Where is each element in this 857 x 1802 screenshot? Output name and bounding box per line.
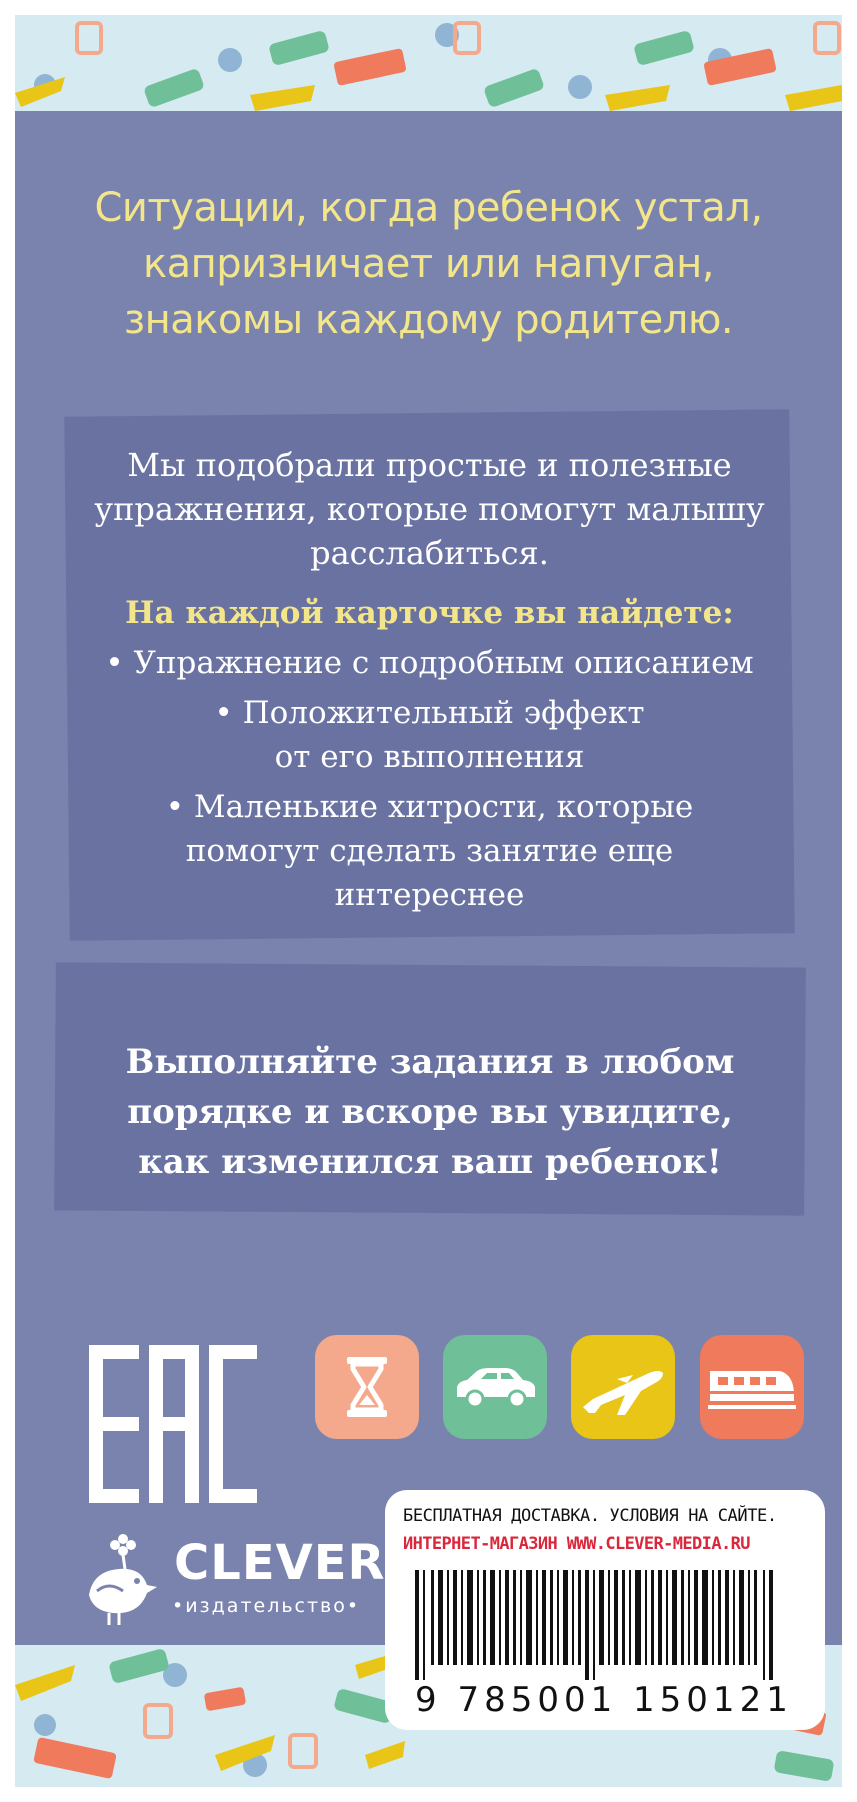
online-shop-notice: ИНТЕРНЕТ-МАГАЗИН WWW.CLEVER-MEDIA.RU [403,1534,750,1554]
intro-paragraph [67,443,792,575]
barcode [415,1570,785,1680]
car-icon-tile [443,1335,547,1439]
list-item-line: • Положительный эффект [214,695,645,731]
list-item [67,641,792,685]
list-item [67,691,792,779]
closing-line: порядке и вскоре вы увидите, [127,1092,733,1132]
headline-line: Ситуации, когда ребенок устал, [94,185,763,231]
train-icon-tile [700,1335,804,1439]
book-back-cover [15,15,842,1787]
closing-line: Выполняйте задания в любом [125,1042,735,1082]
delivery-notice: БЕСПЛАТНАЯ ДОСТАВКА. УСЛОВИЯ НА САЙТЕ. [403,1506,777,1526]
airplane-icon-tile [571,1335,675,1439]
publisher-subtitle: •издательство• [172,1595,361,1617]
headline-line: капризничает или напуган, [142,241,715,287]
intro-line: расслабиться. [310,534,549,572]
closing-line: как изменился ваш ребенок! [138,1142,722,1182]
closing-message [55,1037,805,1187]
eac-mark-icon [89,1345,257,1503]
headline [55,180,802,348]
list-item-line: помогут сделать занятие еще [185,833,674,869]
card-contents-list [67,641,792,923]
toy-pattern-illustration [15,15,842,111]
car-icon [443,1335,547,1439]
hourglass-icon [315,1335,419,1439]
bird-flower-icon [79,1525,169,1635]
airplane-icon [571,1335,675,1439]
headline-line: знакомы каждому родителю. [123,297,734,343]
list-item-line: от его выполнения [274,739,585,775]
publisher-name: CLEVER [174,1535,386,1591]
top-pattern-band [15,15,842,111]
publisher-logo [79,1525,386,1635]
list-item-line: интереснее [334,877,525,913]
isbn-number: 9 785001 150121 [415,1680,793,1720]
intro-line: Мы подобрали простые и полезные [127,446,732,484]
train-icon [700,1335,804,1439]
list-item-line: • Маленькие хитрости, которые [165,789,694,825]
barcode-label [385,1490,825,1730]
intro-line: упражнения, которые помогут малышу [94,490,765,528]
list-item-line: • Упражнение с подробным описанием [105,645,754,681]
list-item [67,785,792,917]
card-contents-heading: На каждой карточке вы найдете: [125,595,734,631]
hourglass-icon-tile [315,1335,419,1439]
